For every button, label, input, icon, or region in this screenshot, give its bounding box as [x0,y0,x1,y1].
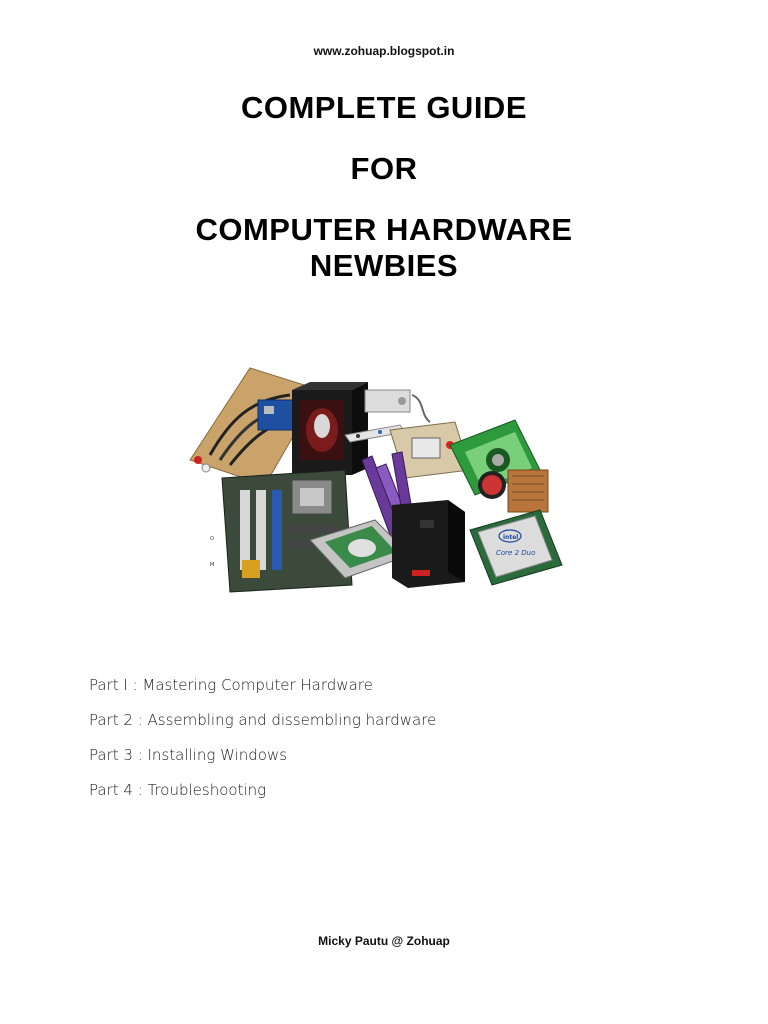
intel-cpu-icon [470,510,562,585]
title-line-1: COMPLETE GUIDE [240,90,527,125]
title-line-3: COMPUTER HARDWARE [195,212,573,247]
usb-hub-icon [365,390,430,422]
part-item-4: Part 4 : Troubleshooting [89,781,267,799]
footer-author: Micky Pautu @ Zohuap [318,934,450,948]
parts-list [89,676,436,816]
cpu-brand-label: intel [503,534,519,541]
title-line-4: NEWBIES [309,248,459,283]
part-item-2: Part 2 : Assembling and dissembling hardware [89,711,437,729]
cpu-cooler-icon [478,470,548,512]
page-title [0,90,768,284]
part-item-1: Part I : Mastering Computer Hardware [89,676,373,694]
motherboard-icon [210,470,352,592]
svg-text:M: M [210,562,215,568]
ups-icon [392,500,465,588]
hardware-collage [180,360,580,595]
title-line-2: FOR [350,151,418,186]
cpu-model-label: Core 2 Duo [496,549,536,557]
pc-case-icon [292,382,368,475]
part-item-3: Part 3 : Installing Windows [89,746,288,764]
svg-text:O: O [210,536,214,542]
header-url: www.zohuap.blogspot.in [313,44,455,58]
